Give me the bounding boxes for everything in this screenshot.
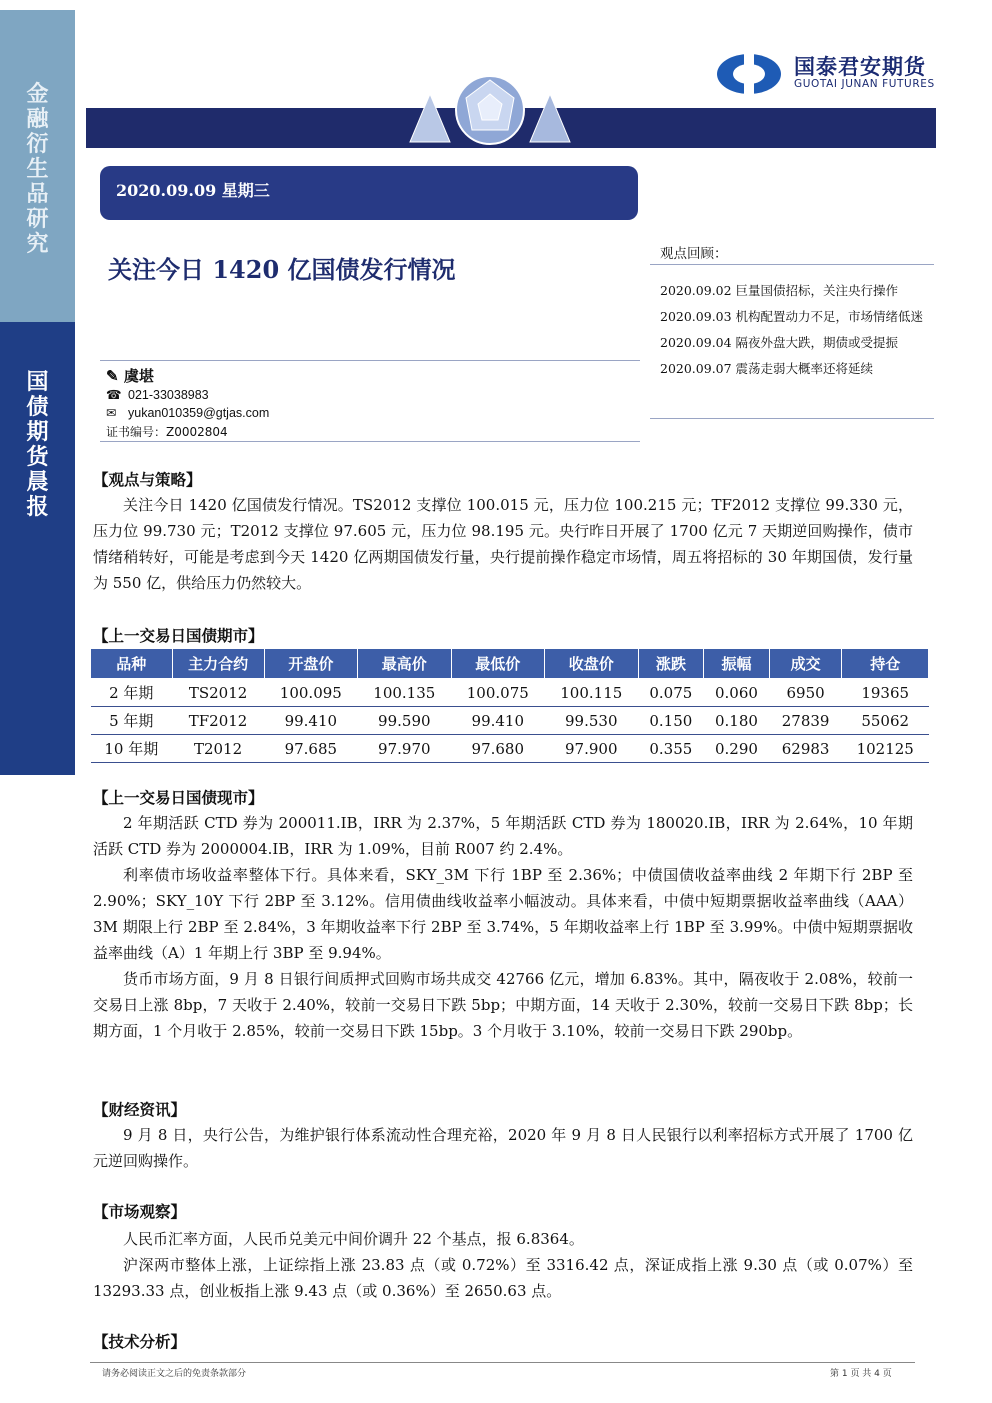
spot-paragraph: 货币市场方面，9 月 8 日银行间质押式回购市场共成交 42766 亿元，增加 6.83%。其中，隔夜收于 2.08%，较前一交易日上涨 8bp，7 天收于 2.40%，较前一交易日下跌 5bp；中期方面，14 天收于 2.30%，较前一交易日下跌 8bp；长期方面，1 个月收于 2.85%，较前一交易日下跌 15bp。3 个月收于 3.10%，较前一交易日下跌 290bp。 (93, 970, 913, 1040)
table-cell: 97.970 (358, 735, 451, 763)
review-item: 2020.09.07 震荡走弱大概率还将延续 (660, 361, 874, 376)
column-header: 持仓 (842, 649, 929, 679)
author-block (100, 360, 640, 442)
table-cell: 55062 (842, 707, 929, 735)
table-cell: 100.075 (451, 679, 544, 707)
table-cell: 10 年期 (91, 735, 173, 763)
section-heading-spot: 【上一交易日国债现市】 (93, 788, 264, 807)
news-text: 9 月 8 日，央行公告，为维护银行体系流动性合理充裕，2020 年 9 月 8 日人民银行以利率招标方式开展了 1700 亿元逆回购操作。 (93, 1126, 913, 1170)
table-cell: T2012 (172, 735, 264, 763)
column-header: 开盘价 (264, 649, 357, 679)
column-header: 成交 (769, 649, 842, 679)
sidebar-label-research: 金 融 衍 生 品 研 究 (26, 82, 49, 257)
footer-divider (90, 1362, 915, 1363)
column-header: 最低价 (451, 649, 544, 679)
table-cell: 102125 (842, 735, 929, 763)
page-number: 第 1 页 共 4 页 (830, 1369, 892, 1379)
report-title: 关注今日 1420 亿国债发行情况 (108, 255, 456, 284)
author-cert: 证书编号：Z0002804 (106, 425, 228, 439)
table-cell: 100.095 (264, 679, 357, 707)
logo-name-en: GUOTAI JUNAN FUTURES (794, 78, 935, 90)
review-item: 2020.09.03 机构配置动力不足，市场情绪低迷 (660, 309, 924, 324)
column-header: 收盘价 (545, 649, 638, 679)
table-cell: 100.135 (358, 679, 451, 707)
author-email: ✉ yukan010359@gtjas.com (106, 406, 270, 420)
table-cell: 27839 (769, 707, 842, 735)
table-cell: 62983 (769, 735, 842, 763)
section-heading-strategy: 【观点与策略】 (93, 470, 202, 489)
table-cell: 97.900 (545, 735, 638, 763)
report-date: 2020.09.09 星期三 (116, 181, 270, 200)
author-name: ✎ 虞堪 (106, 367, 154, 385)
review-box (650, 238, 934, 419)
logo-name-cn: 国泰君安期货 (794, 55, 926, 79)
column-header: 主力合约 (172, 649, 264, 679)
table-cell: 0.355 (638, 735, 704, 763)
mail-icon: ✉ (106, 406, 117, 420)
market-paragraph: 人民币汇率方面，人民币兑美元中间价调升 22 个基点，报 6.8364。 (123, 1230, 584, 1248)
table-cell: 19365 (842, 679, 929, 707)
futures-table (90, 648, 929, 763)
logo-mark-icon (716, 52, 782, 96)
table-cell: 5 年期 (91, 707, 173, 735)
sidebar-label-report: 国 债 期 货 晨 报 (26, 370, 49, 520)
section-heading-tech: 【技术分析】 (93, 1332, 187, 1351)
column-header: 最高价 (358, 649, 451, 679)
table-cell: 99.590 (358, 707, 451, 735)
market-paragraph: 沪深两市整体上涨，上证综指上涨 23.83 点（或 0.72%）至 3316.42 点，深证成指上涨 9.30 点（或 0.07%）至 13293.33 点，创业板指上涨 9.43 点（或 0.36%）至 2650.63 点。 (93, 1256, 913, 1300)
table-row (91, 707, 929, 735)
table-cell: TF2012 (172, 707, 264, 735)
table-cell: 0.075 (638, 679, 704, 707)
table-cell: 0.150 (638, 707, 704, 735)
diamond-icon (390, 72, 590, 148)
spot-paragraph: 利率债市场收益率整体下行。具体来看，SKY_3M 下行 1BP 至 2.36%；中债国债收益率曲线 2 年期下行 2BP 至 2.90%；SKY_10Y 下行 2BP 至 3.12%。信用债曲线收益率小幅波动。具体来看，中债中短期票据收益率曲线（AAA）3M 期限上行 2BP 至 2.84%，3 年期收益率下行 2BP 至 3.74%，5 年期收益率上行 1BP 至 3.99%。中债中短期票据收益率曲线（A）1 年期上行 3BP 至 9.94%。 (93, 866, 913, 962)
review-item: 2020.09.02 巨量国债招标，关注央行操作 (660, 283, 899, 298)
table-cell: 0.060 (704, 679, 770, 707)
phone-icon: ☎ (106, 388, 122, 402)
review-list (660, 278, 932, 382)
column-header: 振幅 (704, 649, 770, 679)
date-banner (100, 166, 638, 220)
column-header: 涨跌 (638, 649, 704, 679)
table-cell: 97.680 (451, 735, 544, 763)
table-cell: 99.410 (451, 707, 544, 735)
pen-icon: ✎ (106, 367, 119, 385)
table-cell: 0.290 (704, 735, 770, 763)
column-header: 品种 (91, 649, 173, 679)
table-cell: 99.410 (264, 707, 357, 735)
section-heading-futures: 【上一交易日国债期市】 (93, 626, 264, 645)
section-heading-market: 【市场观察】 (93, 1202, 187, 1221)
company-logo (716, 52, 936, 98)
footer-disclaimer: 请务必阅读正文之后的免责条款部分 (102, 1369, 247, 1379)
review-item: 2020.09.04 隔夜外盘大跌，期债或受提振 (660, 335, 899, 350)
table-cell: 97.685 (264, 735, 357, 763)
divider (650, 264, 934, 265)
spot-paragraph: 2 年期活跃 CTD 券为 200011.IB，IRR 为 2.37%，5 年期活跃 CTD 券为 180020.IB，IRR 为 2.64%，10 年期活跃 CTD 券为 2000004.IB，IRR 为 1.09%，目前 R007 约 2.4%。 (93, 814, 913, 858)
table-cell: 99.530 (545, 707, 638, 735)
section-heading-news: 【财经资讯】 (93, 1100, 187, 1119)
review-title: 观点回顾： (660, 246, 728, 262)
table-cell: 6950 (769, 679, 842, 707)
table-cell: 0.180 (704, 707, 770, 735)
strategy-text: 关注今日 1420 亿国债发行情况。TS2012 支撑位 100.015 元，压力位 100.215 元；TF2012 支撑位 99.330 元，压力位 99.730 元；T2012 支撑位 97.605 元，压力位 98.195 元。央行昨日开展了 1700 亿元 7 天期逆回购操作，债市情绪稍转好，可能是考虑到今天 1420 亿两期国债发行量，央行提前操作稳定市场情，周五将招标的 30 年期国债，发行量为 550 亿，供给压力仍然较大。 (93, 496, 913, 592)
table-cell: 100.115 (545, 679, 638, 707)
table-cell: 2 年期 (91, 679, 173, 707)
table-row (91, 679, 929, 707)
table-header-row (91, 649, 929, 679)
table-cell: TS2012 (172, 679, 264, 707)
table-row (91, 735, 929, 763)
author-phone: ☎ 021-33038983 (106, 388, 209, 402)
